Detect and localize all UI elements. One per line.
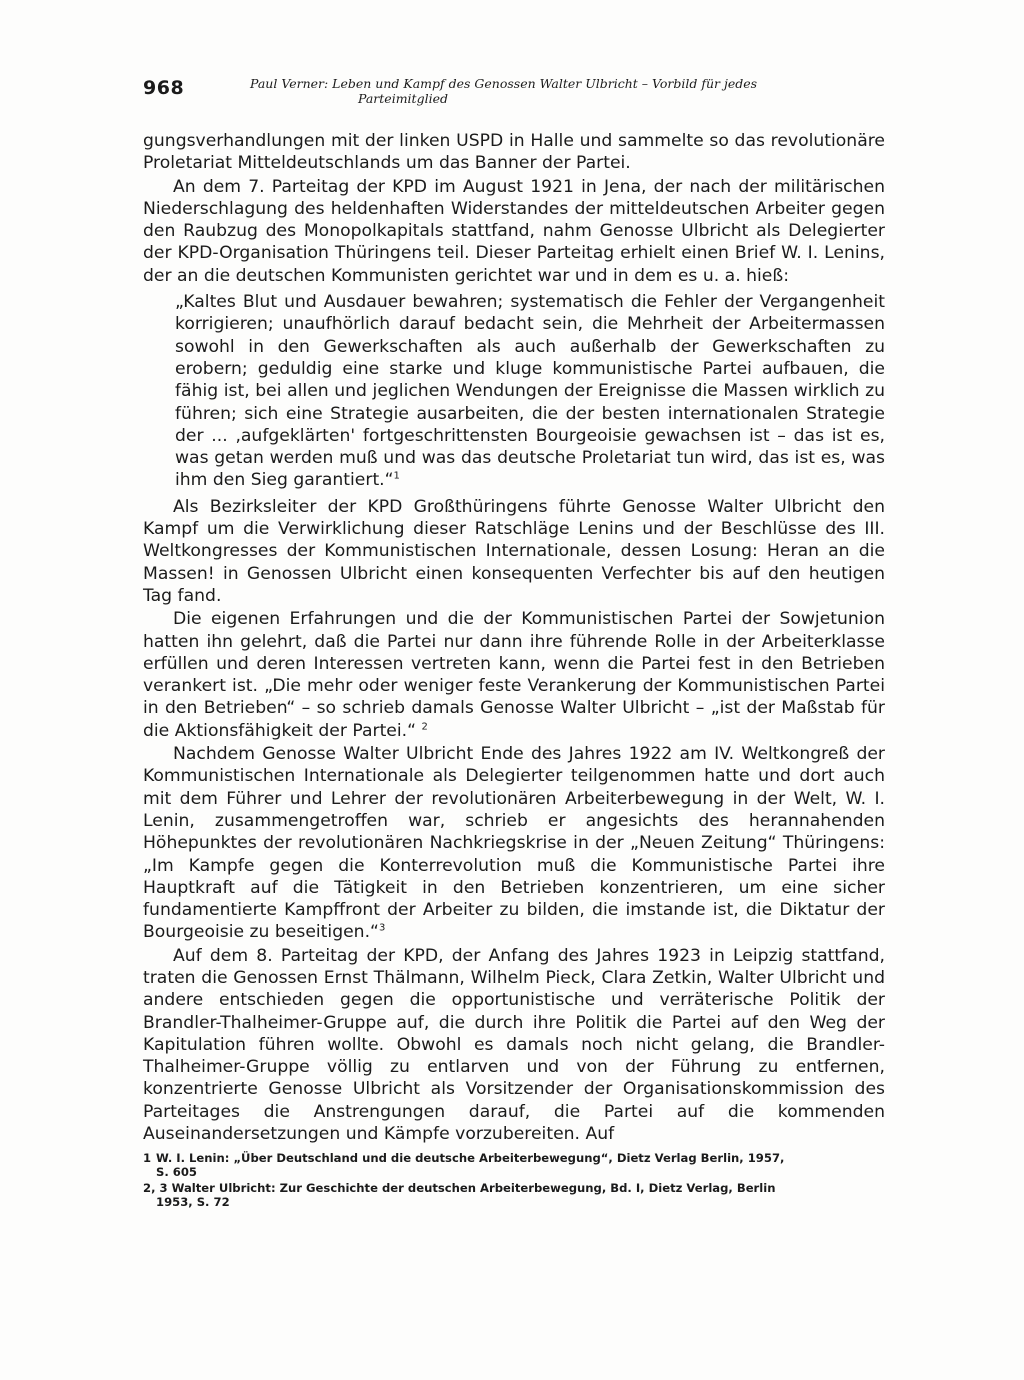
footnote-ref-3: 3	[378, 922, 386, 934]
footnote-text-line1: Walter Ulbricht: Zur Geschichte der deutschen Arbeiterbewegung, Bd. I, Dietz Verlag, Berlin	[171, 1181, 776, 1195]
lenin-quote	[175, 291, 885, 492]
running-head-line2: Parteimitglied	[358, 91, 448, 106]
footnotes	[143, 1152, 885, 1212]
footnote-1	[143, 1152, 885, 1179]
quote-text: „Kaltes Blut und Ausdauer bewahren; systematisch die Fehler der Vergangenheit korrigieren; unaufhörlich darauf bedacht sein, die Mehrheit der Arbeitermassen sowohl in den Gewerkschaften als auch außerhalb der Gewerkschaften zu erobern; geduldig eine starke und kluge kommunistische Partei aufbauen, die fähig ist, bei allen und jeglichen Wendungen der Ereignisse die Massen wirklich zu führen; sich eine Strategie ausarbeiten, die der besten internationalen Strategie der ... ‚aufgeklärten' fortgeschrittensten Bourgeoisie gewachsen ist – das ist es, was getan werden muß und was das deutsche Proletariat tun wird, das ist es, was ihm den Sieg garantiert.“	[175, 292, 885, 491]
footnote-ref-2: 2	[421, 720, 428, 732]
paragraph-5	[143, 743, 885, 944]
footnote-text-line1: W. I. Lenin: „Über Deutschland und die deutsche Arbeiterbewegung“, Dietz Verlag Berlin, 1957,	[156, 1151, 785, 1165]
paragraph-3: Als Bezirksleiter der KPD Großthüringens führte Genosse Walter Ulbricht den Kampf um die Verwirklichung dieser Ratschläge Lenins und der Beschlüsse des III. Weltkongresses der Kommunistischen Internationale, dessen Losung: Heran an die Massen! in Genossen Ulbricht einen konsequenten Verfechter bis auf den heutigen Tag fand.	[143, 496, 885, 606]
body-text	[143, 130, 885, 1145]
footnote-text-line2: 1953, S. 72	[156, 1194, 230, 1209]
running-head-line1: Paul Verner: Leben und Kampf des Genossen Walter Ulbricht – Vorbild für jedes	[250, 76, 758, 91]
paragraph-1: gungsverhandlungen mit der linken USPD in Halle und sammelte so das revolutionäre Proletariat Mitteldeutschlands um das Banner der Partei.	[143, 131, 885, 174]
page-number: 968	[143, 77, 185, 99]
paragraph-6: Auf dem 8. Parteitag der KPD, der Anfang des Jahres 1923 in Leipzig stattfand, traten die Genossen Ernst Thälmann, Wilhelm Pieck, Clara Zetkin, Walter Ulbricht und andere entschieden gegen die opportunistische und verräterische Politik der Brandler-Thalheimer-Gruppe auf, die durch ihre Politik die Partei auf den Weg der Kapitulation führen wollte. Obwohl es damals noch nicht gelang, die Brandler-Thalheimer-Gruppe völlig zu entlarven und von der Führung zu entfernen, konzentrierte Genosse Ulbricht als Vorsitzender der Organisationskommission des Parteitages die Anstrengungen darauf, die Partei auf die kommenden Auseinandersetzungen und Kämpfe vorzubereiten. Auf	[143, 945, 885, 1145]
running-head	[250, 76, 890, 106]
paragraph-2: An dem 7. Parteitag der KPD im August 1921 in Jena, der nach der militärischen Niederschlagung des heldenhaften Widerstandes der mitteldeutschen Arbeiter gegen den Raubzug des Monopolkapitals stattfand, nahm Genosse Ulbricht als Delegierter der KPD-Organisation Thüringens teil. Dieser Parteitag erhielt einen Brief W. I. Lenins, der an die deutschen Kommunisten gerichtet war und in dem es u. a. hieß:	[143, 176, 885, 286]
footnote-2	[143, 1182, 885, 1209]
footnote-number: 2, 3	[143, 1181, 168, 1195]
footnote-number: 1	[143, 1151, 152, 1165]
paragraph-4	[143, 608, 885, 742]
footnote-ref-1: 1	[393, 470, 400, 482]
footnote-text-line2: S. 605	[156, 1164, 197, 1179]
paragraph-5-text: Nachdem Genosse Walter Ulbricht Ende des Jahres 1922 am IV. Weltkongreß der Kommunistischen Internationale als Delegierter teilgenommen hatte und dort auch mit dem Führer und Lehrer der revolutionären Arbeiterbewegung in der Welt, W. I. Lenin, zusammengetroffen war, schrieb er angesichts des herannahenden Höhepunktes der revolutionären Nachkriegskrise in der „Neuen Zeitung“ Thüringens: „Im Kampfe gegen die Konterrevolution muß die Kommunistische Partei ihre Hauptkraft auf die Tätigkeit in den Betrieben konzentrieren, um eine sicher fundamentierte Kampffront der Arbeiter zu bilden, die imstande ist, die Diktatur der Bourgeoisie zu beseitigen.“	[143, 744, 885, 943]
paragraph-4-text: Die eigenen Erfahrungen und die der Kommunistischen Partei der Sowjetunion hatten ihn gelehrt, daß die Partei nur dann ihre führende Rolle in der Arbeiterklasse erfüllen und deren Interessen vertreten kann, wenn die Partei fest in den Betrieben verankert ist. „Die mehr oder weniger feste Verankerung der Kommunistischen Partei in den Betrieben“ – so schrieb damals Genosse Walter Ulbricht – „ist der Maßstab für die Aktionsfähigkeit der Partei.“	[143, 609, 885, 741]
